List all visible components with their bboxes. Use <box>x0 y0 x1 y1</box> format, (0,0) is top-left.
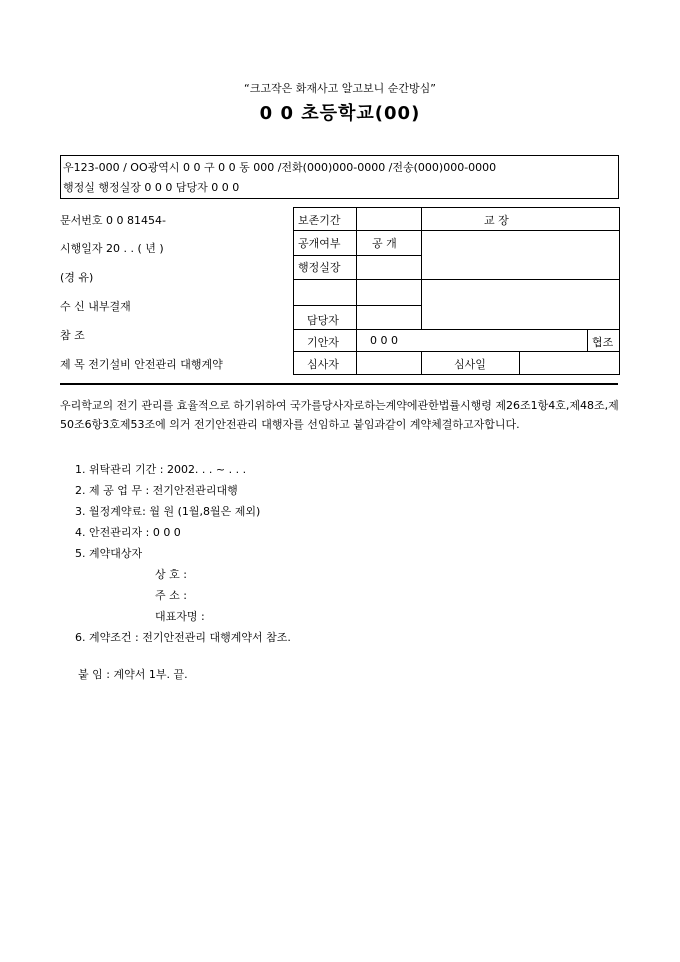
disclosure-label: 공개여부 <box>298 237 341 250</box>
contractor-company: 상 호 : <box>155 568 187 581</box>
item-contractor: 5. 계약대상자 <box>75 547 143 560</box>
item-conditions: 6. 계약조건 : 전기안전관리 대행계약서 참조. <box>75 631 291 644</box>
drafter-value: 0 0 0 <box>370 334 398 347</box>
subject-field: 제 목 전기설비 안전관리 대행계약 <box>60 358 223 371</box>
approval-table <box>293 207 620 375</box>
principal-label: 교 장 <box>484 214 509 227</box>
body-paragraph: 우리학교의 전기 관리를 효율적으로 하기위하여 국가를당사자로하는계약에관한법률시행령 제26조1항4호,제48조,제50조6항3호제53조에 의거 전기안전관리 대행자를 선임하고 붙임과같이 계약체결하고자합니다. <box>60 399 619 431</box>
reference-field: 참 조 <box>60 329 85 342</box>
contractor-address: 주 소 : <box>155 589 187 602</box>
enforce-date: 시행일자 20 . . ( 년 ) <box>60 242 164 255</box>
disclosure-value: 공 개 <box>372 237 397 250</box>
recipient-field: 수 신 내부결재 <box>60 300 131 313</box>
item-service: 2. 제 공 업 무 : 전기안전관리대행 <box>75 484 238 497</box>
item-period: 1. 위탁관리 기간 : 2002. . . ~ . . . <box>75 463 247 476</box>
via-field: (경 유) <box>60 271 94 284</box>
item-manager: 4. 안전관리자 : 0 0 0 <box>75 526 181 539</box>
doc-number: 문서번호 0 0 81454- <box>60 214 166 227</box>
admin-head-label: 행정실장 <box>298 261 341 274</box>
cooperation-label: 협조 <box>592 336 614 349</box>
address-box <box>60 155 619 199</box>
office-contact-line: 행정실 행정실장 0 0 0 담당자 0 0 0 <box>63 181 240 194</box>
address-line: 우123-000 / OO광역시 0 0 구 0 0 동 000 /전화(000)000-0000 /전송(000)000-0000 <box>63 161 497 174</box>
reviewer-label: 심사자 <box>307 358 339 371</box>
slogan: “크고작은 화재사고 알고보니 순간방심” <box>244 82 436 95</box>
contractor-representative: 대표자명 : <box>155 610 205 623</box>
drafter-label: 기안자 <box>307 336 339 349</box>
divider <box>60 383 618 385</box>
attachment: 붙 임 : 계약서 1부. 끝. <box>78 668 188 681</box>
retention-label: 보존기간 <box>298 214 341 227</box>
manager-label: 담당자 <box>307 314 339 327</box>
item-fee: 3. 월정계약료: 월 원 (1월,8월은 제외) <box>75 505 261 518</box>
page-title: 0 0 초등학교(00) <box>259 103 421 124</box>
review-date-label: 심사일 <box>454 358 486 371</box>
